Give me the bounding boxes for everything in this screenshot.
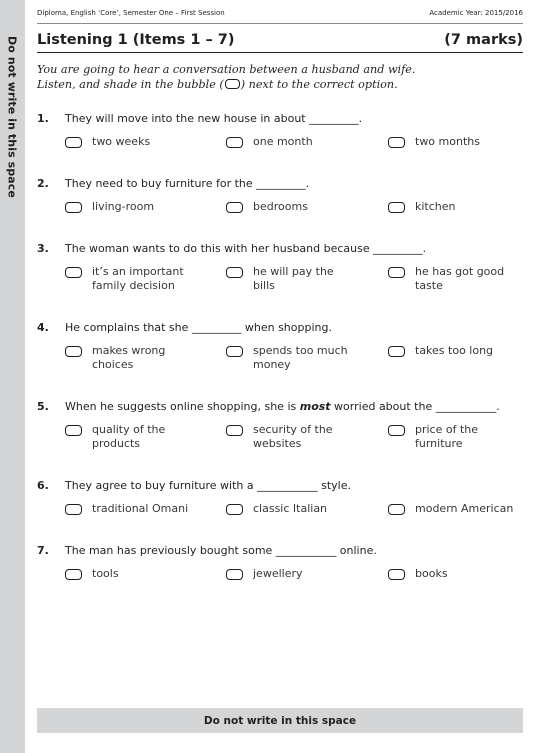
- question-text: The man has previously bought some ___________ online.: [65, 544, 377, 557]
- option-label: tools: [92, 567, 119, 580]
- question-number: 1.: [37, 112, 49, 125]
- question-text: The woman wants to do this with her husband because _________.: [65, 242, 427, 255]
- left-margin-strip: [0, 0, 25, 753]
- answer-bubble[interactable]: [226, 504, 243, 515]
- option-label: living-room: [92, 200, 155, 213]
- question-4: [37, 320, 523, 378]
- header-divider: [37, 23, 523, 24]
- option-label: bedrooms: [253, 200, 308, 213]
- option-label: security of the websites: [253, 423, 333, 450]
- instruction-line-2: Listen, and shade in the bubble ( ) next to the correct option.: [37, 78, 398, 91]
- question-6: [37, 478, 523, 536]
- question-text: When he suggests online shopping, she is most worried about the ___________.: [65, 400, 500, 413]
- bubble-icon: [225, 79, 240, 89]
- question-text: He complains that she _________ when shopping.: [65, 321, 332, 334]
- exam-name: Diploma, English ‘Core’, Semester One – First Session: [37, 9, 225, 17]
- answer-bubble[interactable]: [388, 504, 405, 515]
- answer-bubble[interactable]: [65, 569, 82, 580]
- instructions: [37, 62, 523, 92]
- answer-bubble[interactable]: [226, 569, 243, 580]
- option-label: two months: [415, 135, 480, 148]
- answer-bubble[interactable]: [388, 346, 405, 357]
- question-3: [37, 241, 523, 299]
- option-label: classic Italian: [253, 502, 328, 515]
- footer-notice-bar: [37, 708, 523, 733]
- answer-bubble[interactable]: [65, 425, 82, 436]
- academic-year: Academic Year: 2015/2016: [429, 9, 523, 17]
- answer-bubble[interactable]: [226, 425, 243, 436]
- question-number: 5.: [37, 400, 49, 413]
- option-label: takes too long: [415, 344, 494, 357]
- answer-bubble[interactable]: [388, 202, 405, 213]
- question-text: They need to buy furniture for the _________.: [65, 177, 310, 190]
- answer-bubble[interactable]: [388, 137, 405, 148]
- question-number: 6.: [37, 479, 49, 492]
- option-label: jewellery: [253, 567, 303, 580]
- question-1: [37, 111, 523, 169]
- option-label: it’s an important family decision: [92, 265, 184, 292]
- emphasis-word: most: [299, 400, 331, 413]
- answer-bubble[interactable]: [226, 267, 243, 278]
- question-number: 2.: [37, 177, 49, 190]
- option-label: quality of the products: [92, 423, 166, 450]
- page-header: [37, 7, 523, 19]
- section-marks: (7 marks): [444, 32, 523, 48]
- answer-bubble[interactable]: [226, 346, 243, 357]
- section-title: Listening 1 (Items 1 – 7): [37, 32, 235, 48]
- answer-bubble[interactable]: [388, 569, 405, 580]
- option-label: two weeks: [92, 135, 151, 148]
- answer-bubble[interactable]: [226, 202, 243, 213]
- answer-bubble[interactable]: [65, 267, 82, 278]
- option-label: he has got good taste: [415, 265, 505, 292]
- instruction-line-1: You are going to hear a conversation between a husband and wife.: [37, 63, 416, 76]
- answer-bubble[interactable]: [65, 137, 82, 148]
- question-number: 3.: [37, 242, 49, 255]
- title-divider: [37, 52, 523, 53]
- question-5: [37, 399, 523, 457]
- option-label: kitchen: [415, 200, 456, 213]
- answer-bubble[interactable]: [65, 202, 82, 213]
- answer-bubble[interactable]: [65, 346, 82, 357]
- section-title-row: [37, 29, 523, 51]
- answer-bubble[interactable]: [388, 267, 405, 278]
- option-label: price of the furniture: [415, 423, 479, 450]
- question-7: [37, 543, 523, 601]
- question-number: 7.: [37, 544, 49, 557]
- question-text: They will move into the new house in about _________.: [65, 112, 363, 125]
- answer-bubble[interactable]: [65, 504, 82, 515]
- option-label: he will pay the bills: [253, 265, 334, 292]
- question-number: 4.: [37, 321, 49, 334]
- question-2: [37, 176, 523, 234]
- margin-notice: Do not write in this space: [5, 36, 19, 198]
- option-label: traditional Omani: [92, 502, 189, 515]
- question-text: They agree to buy furniture with a ___________ style.: [65, 479, 351, 492]
- option-label: makes wrong choices: [92, 344, 166, 371]
- option-label: one month: [253, 135, 313, 148]
- option-label: modern American: [415, 502, 514, 515]
- footer-notice: Do not write in this space: [203, 714, 357, 727]
- answer-bubble[interactable]: [226, 137, 243, 148]
- answer-bubble[interactable]: [388, 425, 405, 436]
- option-label: spends too much money: [253, 344, 348, 371]
- option-label: books: [415, 567, 448, 580]
